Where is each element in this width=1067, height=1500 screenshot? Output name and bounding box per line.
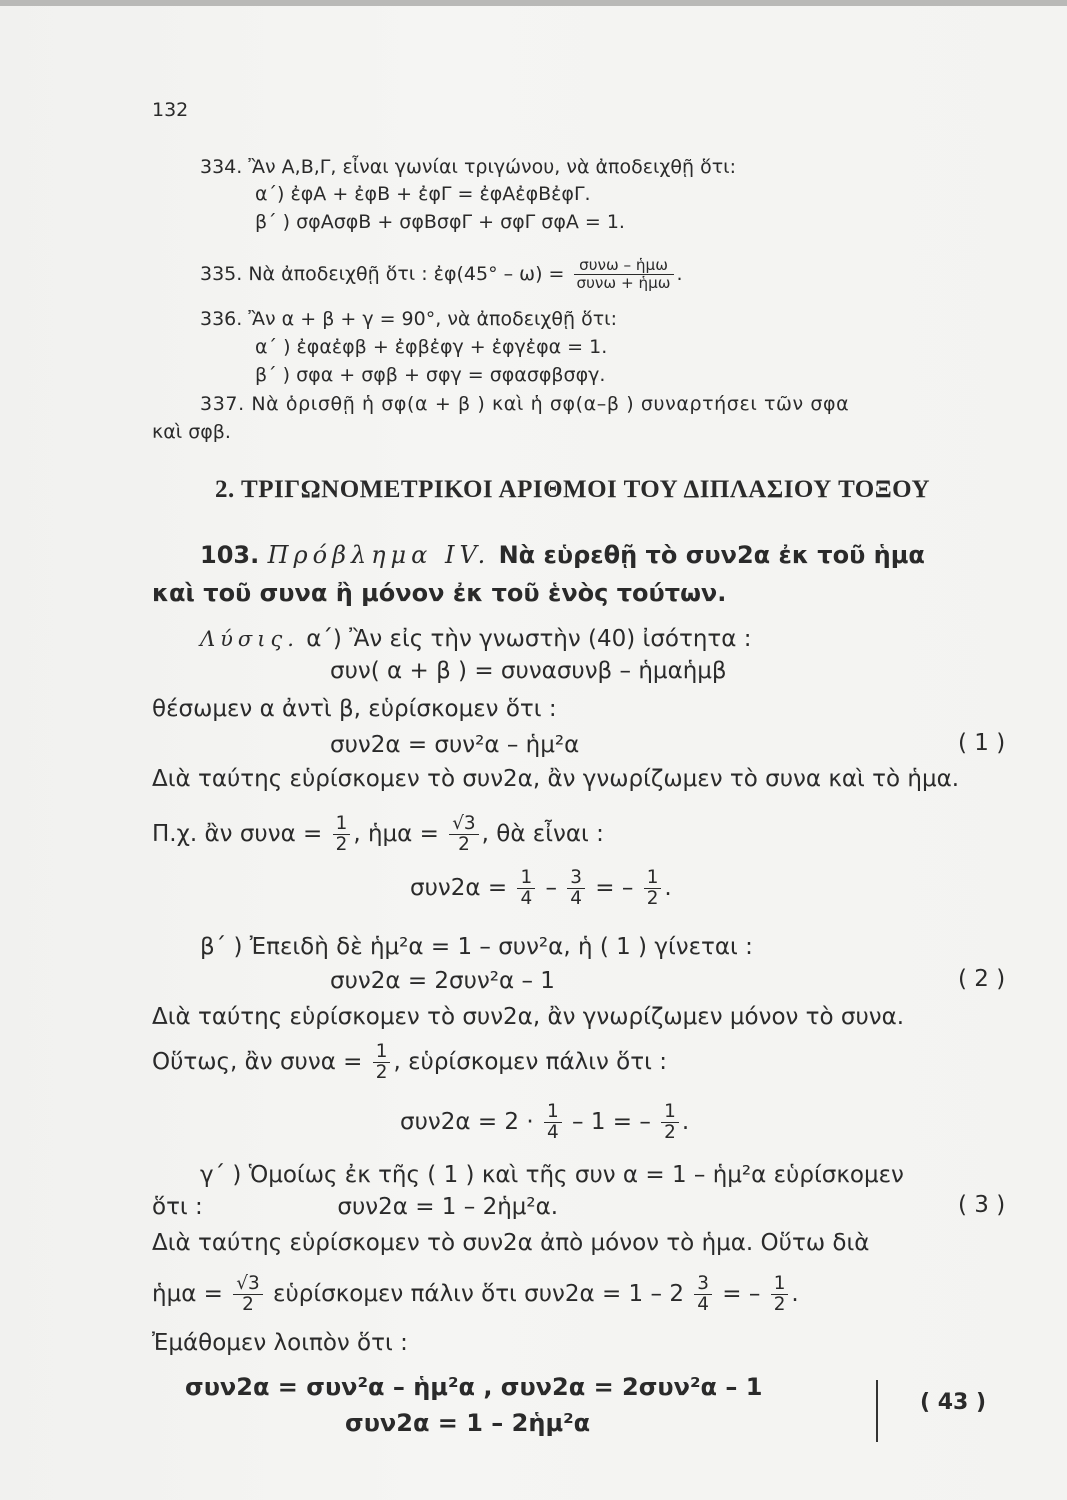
frac-numerator: 1 [544, 1102, 562, 1123]
formula-3: συν2α = 1 – 2ἡμ²α. [337, 1194, 559, 1220]
example-3-text-b: εὑρίσκομεν πάλιν ὅτι συν2α = 1 – 2 [273, 1281, 684, 1307]
solution-line-10 [152, 1192, 558, 1222]
result-frac-2 [661, 1102, 679, 1143]
result-frac-1 [544, 1102, 562, 1143]
equation-number-3: ( 3 ) [958, 1192, 1006, 1218]
result-frac-3 [644, 868, 662, 909]
exercise-337-cont: καὶ σφβ. [152, 421, 231, 443]
frac-numerator: 1 [373, 1042, 391, 1063]
result-text-b: – 1 = – [572, 1109, 651, 1135]
example-1 [152, 806, 604, 862]
frac-numerator: 1 [517, 868, 535, 889]
example-3 [152, 1264, 799, 1324]
summary-bracket [876, 1380, 878, 1442]
top-edge [0, 0, 1067, 6]
example-3-frac-3 [771, 1274, 789, 1315]
exercise-335-numerator: συνω – ἡμω [574, 257, 674, 275]
summary-line-1: συν2α = συν²α – ἡμ²α , συν2α = 2συν²α – 1 [185, 1373, 763, 1401]
solution-line-5: Διὰ ταύτης εὑρίσκομεν τὸ συν2α, ἂν γνωρίζωμεν τὸ συνα καὶ τὸ ἡμα. [152, 766, 960, 792]
problem-text-1: Νὰ εὑρεθῇ τὸ συν2α ἐκ τοῦ ἡμα [498, 541, 925, 569]
example-2-result [400, 1094, 689, 1150]
example-2 [152, 1034, 667, 1090]
solution-line-8: Διὰ ταύτης εὑρίσκομεν τὸ συν2α, ἂν γνωρίζωμεν μόνον τὸ συνα. [152, 1004, 905, 1030]
example-3-text-a: ἡμα = [152, 1281, 223, 1307]
equation-number-43: ( 43 ) [920, 1390, 987, 1415]
exercise-334-a: α΄) ἐφΑ + ἐφΒ + ἐφΓ = ἐφΑἐφΒἐφΓ. [255, 183, 591, 205]
exercise-334-b: β΄ ) σφΑσφΒ + σφΒσφΓ + σφΓ σφΑ = 1. [255, 211, 625, 233]
result-frac-1 [517, 868, 535, 909]
frac-denominator: 2 [375, 1062, 388, 1083]
result-end: . [664, 875, 672, 901]
exercise-336: 336. Ἂν α + β + γ = 90°, νὰ ἀποδειχθῇ ὅτι: [200, 308, 617, 330]
frac-denominator: 4 [697, 1294, 709, 1315]
frac-denominator: 2 [242, 1294, 254, 1315]
frac-numerator: 1 [333, 814, 351, 835]
result-end: . [681, 1109, 690, 1135]
exercise-335-fraction [574, 257, 674, 291]
exercise-337: 337. Νὰ ὁρισθῇ ἡ σφ(α + β ) καὶ ἡ σφ(α–β ) συναρτήσει τῶν σφα [200, 393, 850, 415]
example-1-frac-2 [449, 814, 478, 855]
exercise-336-a: α΄ ) ἐφαἐφβ + ἐφβἐφγ + ἐφγἐφα = 1. [255, 336, 608, 358]
result-text-a: συν2α = 2 · [400, 1109, 534, 1135]
summary-line-2: συν2α = 1 – 2ἡμ²α [345, 1409, 591, 1437]
line-10-lead: ὅτι : [152, 1194, 203, 1220]
example-1-text-b: , ἡμα = [353, 821, 439, 847]
frac-denominator: 2 [335, 834, 348, 855]
section-heading: 2. ΤΡΙΓΩΝΟΜΕΤΡΙΚΟΙ ΑΡΙΘΜΟΙ ΤΟΥ ΔΙΠΛΑΣΙΟΥ ΤΟΞΟΥ [215, 476, 931, 503]
frac-denominator: 4 [520, 888, 533, 909]
result-frac-2 [567, 868, 585, 909]
example-1-text-a: Π.χ. ἂν συνα = [152, 821, 323, 847]
frac-numerator: √3 [233, 1274, 262, 1295]
frac-denominator: 2 [458, 834, 470, 855]
example-1-result [410, 860, 672, 916]
exercise-335-denominator: συνω + ἡμω [576, 274, 671, 292]
exercise-334: 334. Ἂν Α,Β,Γ, εἶναι γωνίαι τριγώνου, νὰ ἀποδειχθῇ ὅτι: [200, 156, 736, 178]
solution-line-6: β΄ ) Ἐπειδὴ δὲ ἡμ²α = 1 – συν²α, ἡ ( 1 ) γίνεται : [200, 934, 753, 960]
frac-numerator: 1 [644, 868, 662, 889]
example-1-frac-1 [333, 814, 351, 855]
frac-denominator: 2 [646, 888, 659, 909]
exercise-336-b: β΄ ) σφα + σφβ + σφγ = σφασφβσφγ. [255, 364, 606, 386]
problem-title [200, 540, 925, 570]
exercise-335: 335. Νὰ ἀποδειχθῇ ὅτι : ἐφ(45° – ω) = $\frac{\text{συνω – ἡμω}}{\text{συνω + ἡμω}}$ . [200, 256, 683, 292]
example-3-frac-2 [694, 1274, 712, 1315]
solution-line-12: Ἐμάθομεν λοιπὸν ὅτι : [152, 1330, 408, 1356]
frac-numerator: √3 [449, 814, 478, 835]
solution-label: Λύσις. [200, 627, 299, 651]
example-2-text-a: Οὕτως, ἂν συνα = [152, 1049, 363, 1075]
frac-denominator: 4 [547, 1122, 559, 1143]
exercise-335-lead: 335. Νὰ ἀποδειχθῇ ὅτι : ἐφ(45° – ω) = [200, 263, 565, 285]
frac-numerator: 3 [567, 868, 585, 889]
equation-number-1: ( 1 ) [958, 730, 1006, 756]
example-3-text-c: = – [722, 1281, 761, 1307]
formula-2: συν2α = 2συν²α – 1 [330, 968, 555, 994]
problem-number: 103. [200, 541, 260, 569]
frac-numerator: 1 [771, 1274, 789, 1295]
result-text-b: – [545, 875, 557, 901]
sum-formula: συν( α + β ) = συνασυνβ – ἡμαἡμβ [330, 658, 727, 684]
example-3-frac-1 [233, 1274, 262, 1315]
frac-denominator: 4 [570, 888, 582, 909]
frac-numerator: 3 [694, 1274, 712, 1295]
frac-denominator: 2 [664, 1122, 676, 1143]
result-text-a: συν2α = [410, 875, 508, 901]
equation-number-2: ( 2 ) [958, 966, 1006, 992]
example-2-text-b: , εὑρίσκομεν πάλιν ὅτι : [393, 1049, 667, 1075]
example-3-end: . [791, 1281, 799, 1307]
frac-denominator: 2 [773, 1294, 786, 1315]
solution-line-9: γ΄ ) Ὁμοίως ἐκ τῆς ( 1 ) καὶ τῆς συν α = 1 – ἡμ²α εὑρίσκομεν [200, 1162, 904, 1188]
solution-intro: α΄) Ἂν εἰς τὴν γνωστὴν (40) ἰσότητα : [306, 626, 752, 652]
result-text-c: = – [595, 875, 634, 901]
page-number: 132 [152, 99, 189, 121]
formula-1: συν2α = συν²α – ἡμ²α [330, 732, 580, 758]
solution-line-3: θέσωμεν α ἀντὶ β, εὑρίσκομεν ὅτι : [152, 696, 557, 722]
solution-line-11: Διὰ ταύτης εὑρίσκομεν τὸ συν2α ἀπὸ μόνον τὸ ἡμα. Οὕτω διὰ [152, 1230, 870, 1256]
example-1-text-c: , θὰ εἶναι : [481, 821, 604, 847]
problem-text-2: καὶ τοῦ συνα ἢ μόνον ἐκ τοῦ ἑνὸς τούτων. [152, 579, 727, 607]
solution-line-1 [200, 624, 751, 654]
example-2-frac [373, 1042, 391, 1083]
frac-numerator: 1 [661, 1102, 679, 1123]
problem-label: Πρόβλημα ΙV. [267, 541, 491, 569]
